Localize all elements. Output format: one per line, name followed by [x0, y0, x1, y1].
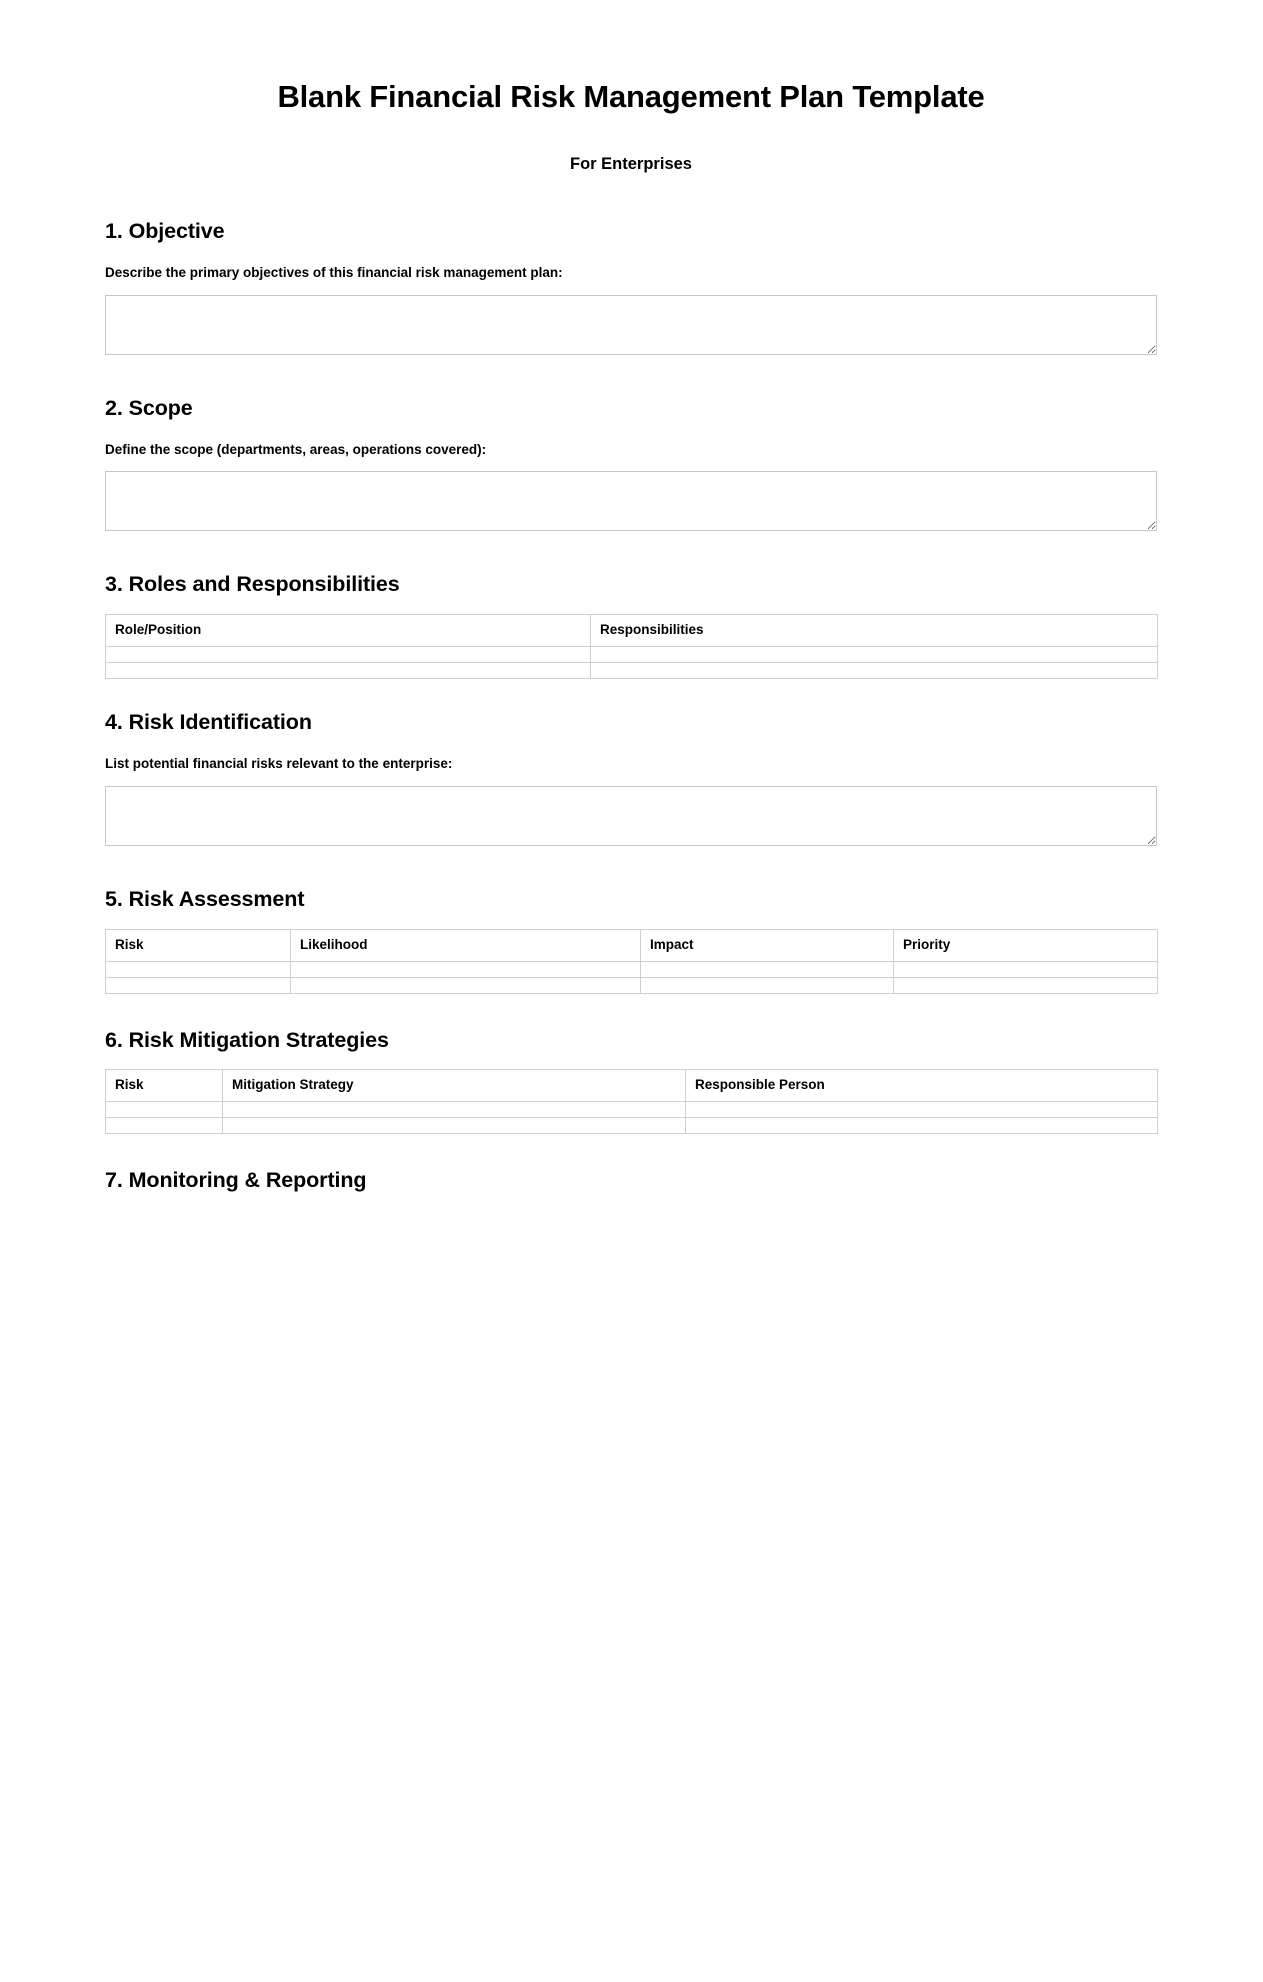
risk-mitigation-table	[105, 1069, 1158, 1134]
risk-assessment-table-head	[106, 929, 1158, 961]
roles-col-responsibilities: Responsibilities	[591, 615, 1158, 647]
table-cell[interactable]	[641, 977, 894, 993]
table-cell[interactable]	[641, 961, 894, 977]
table-cell[interactable]	[106, 977, 291, 993]
mitig-col-risk: Risk	[106, 1070, 223, 1102]
section-scope-prompt: Define the scope (departments, areas, operations covered):	[105, 441, 487, 457]
roles-table	[105, 614, 1158, 679]
table-cell[interactable]	[106, 1118, 223, 1134]
risk-identification-textarea[interactable]	[105, 786, 1157, 846]
table-cell[interactable]	[106, 663, 591, 679]
section-roles-heading: 3. Roles and Responsibilities	[105, 572, 400, 597]
table-cell[interactable]	[591, 663, 1158, 679]
section-risk-identification-prompt: List potential financial risks relevant to the enterprise:	[105, 756, 453, 772]
objective-field-wrap	[105, 282, 1157, 355]
objective-textarea[interactable]	[105, 295, 1157, 355]
table-row[interactable]	[106, 961, 1158, 977]
table-cell[interactable]	[223, 1102, 686, 1118]
section-monitoring	[105, 1134, 1157, 1195]
section-scope	[105, 355, 1157, 531]
roles-table-wrap	[105, 599, 1157, 679]
table-cell[interactable]	[686, 1118, 1158, 1134]
table-row[interactable]	[106, 977, 1158, 993]
assess-col-risk: Risk	[106, 929, 291, 961]
risk-assessment-table-body	[106, 961, 1158, 993]
table-cell[interactable]	[291, 977, 641, 993]
table-cell[interactable]	[894, 961, 1158, 977]
risk-identification-field-wrap	[105, 773, 1157, 846]
assess-col-priority: Priority	[894, 929, 1158, 961]
roles-table-head	[106, 615, 1158, 647]
section-scope-heading: 2. Scope	[105, 395, 193, 420]
section-risk-mitigation-heading: 6. Risk Mitigation Strategies	[105, 1027, 389, 1052]
section-risk-identification-heading: 4. Risk Identification	[105, 710, 312, 735]
table-row[interactable]	[106, 647, 1158, 663]
page-title: Blank Financial Risk Management Plan Template	[277, 79, 985, 114]
scope-field-wrap	[105, 458, 1157, 531]
risk-mitigation-table-head	[106, 1070, 1158, 1102]
section-objective	[105, 175, 1157, 354]
table-cell[interactable]	[106, 1102, 223, 1118]
table-cell[interactable]	[591, 647, 1158, 663]
section-risk-assessment	[105, 846, 1157, 994]
risk-assessment-table	[105, 929, 1158, 994]
table-cell[interactable]	[106, 961, 291, 977]
section-risk-identification	[105, 679, 1157, 845]
section-objective-heading: 1. Objective	[105, 219, 225, 244]
table-header-row	[106, 1070, 1158, 1102]
roles-col-role: Role/Position	[106, 615, 591, 647]
scope-textarea[interactable]	[105, 471, 1157, 531]
table-row[interactable]	[106, 1118, 1158, 1134]
risk-assessment-table-wrap	[105, 914, 1157, 994]
section-objective-prompt: Describe the primary objectives of this financial risk management plan:	[105, 265, 563, 281]
table-cell[interactable]	[106, 647, 591, 663]
section-risk-assessment-heading: 5. Risk Assessment	[105, 886, 305, 911]
table-header-row	[106, 615, 1158, 647]
table-cell[interactable]	[223, 1118, 686, 1134]
page-subtitle: For Enterprises	[570, 154, 692, 173]
table-row[interactable]	[106, 1102, 1158, 1118]
mitig-col-responsible: Responsible Person	[686, 1070, 1158, 1102]
assess-col-impact: Impact	[641, 929, 894, 961]
section-monitoring-heading: 7. Monitoring & Reporting	[105, 1168, 367, 1193]
table-cell[interactable]	[686, 1102, 1158, 1118]
table-cell[interactable]	[894, 977, 1158, 993]
table-cell[interactable]	[291, 961, 641, 977]
risk-mitigation-table-body	[106, 1102, 1158, 1134]
risk-mitigation-table-wrap	[105, 1054, 1157, 1134]
table-row[interactable]	[106, 663, 1158, 679]
mitig-col-strategy: Mitigation Strategy	[223, 1070, 686, 1102]
roles-table-body	[106, 647, 1158, 679]
section-roles	[105, 531, 1157, 679]
assess-col-likelihood: Likelihood	[291, 929, 641, 961]
table-header-row	[106, 929, 1158, 961]
section-risk-mitigation	[105, 994, 1157, 1135]
